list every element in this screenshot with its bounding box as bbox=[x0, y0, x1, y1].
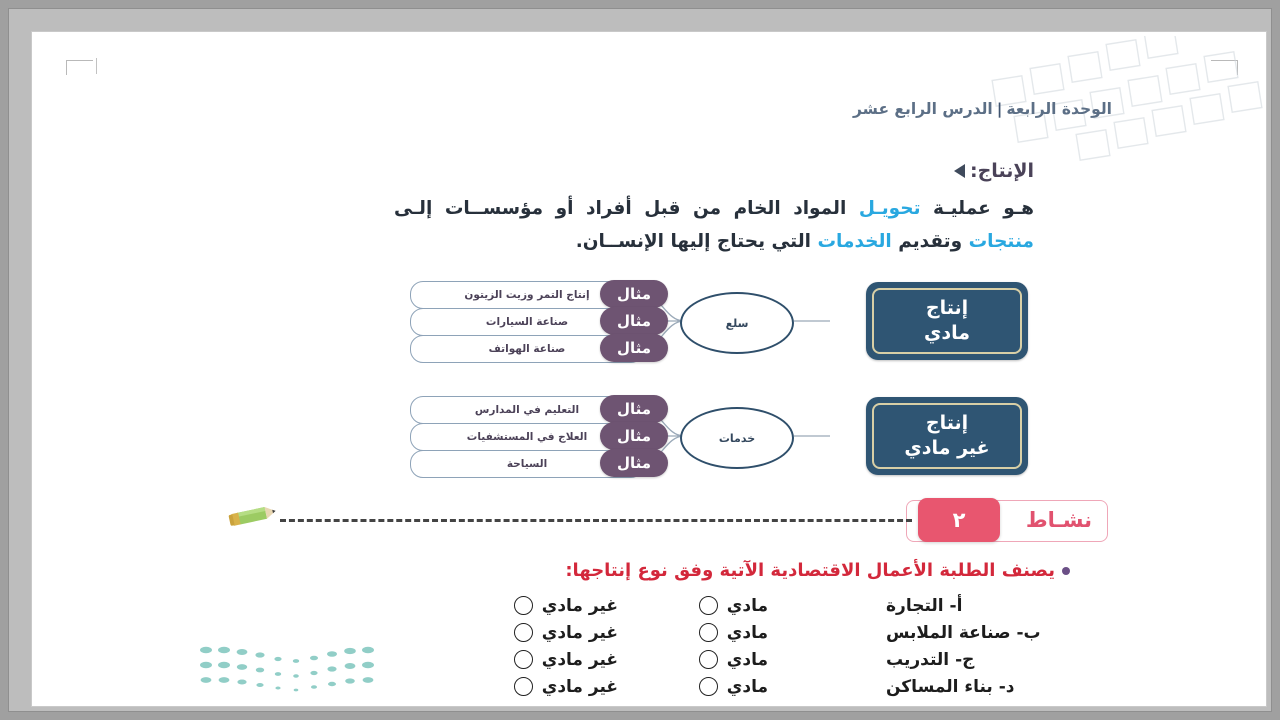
example-badge bbox=[600, 307, 668, 335]
option-immaterial-label: غير مادي bbox=[541, 649, 618, 670]
node-material-line2: مادي bbox=[923, 322, 971, 344]
definition-highlight-1: تحويـل bbox=[858, 198, 921, 219]
question-text: يصنف الطلبة الأعمال الاقتصادية الآتية وفق نوع إنتاجها: bbox=[565, 560, 1055, 581]
option-material[interactable] bbox=[618, 677, 768, 697]
example-badge bbox=[600, 280, 668, 308]
example-text: إنتاج التمر وزيت الزيتون bbox=[464, 289, 590, 301]
option-immaterial[interactable] bbox=[514, 623, 618, 643]
option-immaterial[interactable] bbox=[514, 650, 618, 670]
option-material[interactable] bbox=[618, 650, 768, 670]
example-badge bbox=[600, 334, 668, 362]
example-badge bbox=[600, 449, 668, 477]
section-heading-label: الإنتاج: bbox=[970, 160, 1034, 182]
answer-item-label bbox=[886, 623, 1086, 643]
question-bullet-icon bbox=[1062, 567, 1070, 575]
answer-item-label bbox=[886, 650, 1086, 670]
node-goods bbox=[680, 292, 794, 354]
activity-dashed-line bbox=[280, 519, 912, 522]
answer-table bbox=[396, 592, 1086, 700]
definition-text-1: هـو عمليـة bbox=[920, 198, 1034, 219]
example-badge-label: مثال bbox=[616, 285, 652, 303]
option-material-label: مادي bbox=[726, 622, 768, 643]
production-diagram bbox=[32, 268, 1267, 496]
radio-material[interactable] bbox=[699, 623, 718, 642]
breadcrumb-lesson: الدرس الرابع عشر bbox=[853, 100, 993, 118]
triangle-bullet-icon bbox=[954, 164, 965, 178]
answer-item-text: التجارة bbox=[886, 595, 944, 616]
definition-text-2: المواد الخام من قبل أفراد أو مؤسســات إلـى bbox=[394, 198, 859, 219]
example-badge-label: مثال bbox=[616, 454, 652, 472]
option-material-label: مادي bbox=[726, 649, 768, 670]
answer-item-text: صناعة الملابس bbox=[886, 622, 1011, 643]
option-material[interactable] bbox=[618, 596, 768, 616]
activity-label: نشـاط bbox=[1025, 508, 1092, 532]
crop-mark-top-left-icon bbox=[66, 60, 93, 75]
crop-mark-top-right-icon bbox=[1211, 60, 1238, 75]
activity-number-badge bbox=[918, 498, 1000, 542]
answer-item-text: التدريب bbox=[886, 649, 950, 670]
radio-material[interactable] bbox=[699, 677, 718, 696]
option-immaterial[interactable] bbox=[514, 677, 618, 697]
option-material-label: مادي bbox=[726, 595, 768, 616]
answer-item-marker: ج- bbox=[955, 649, 975, 670]
node-services bbox=[680, 407, 794, 469]
option-immaterial[interactable] bbox=[514, 596, 618, 616]
example-text: صناعة السيارات bbox=[485, 316, 569, 328]
question-line bbox=[565, 560, 1070, 581]
document-frame bbox=[8, 8, 1272, 712]
document-page bbox=[31, 31, 1267, 707]
node-goods-label: سلع bbox=[725, 316, 749, 330]
node-immaterial-production bbox=[866, 397, 1028, 475]
radio-immaterial[interactable] bbox=[514, 650, 533, 669]
answer-item-label bbox=[886, 677, 1086, 697]
node-immaterial-line1: إنتاج bbox=[925, 412, 969, 434]
radio-immaterial[interactable] bbox=[514, 677, 533, 696]
definition-paragraph bbox=[394, 192, 1034, 258]
definition-highlight-3: الخدمات bbox=[817, 231, 892, 252]
crop-mark-tick-icon bbox=[96, 58, 97, 74]
node-services-label: خدمات bbox=[718, 431, 756, 445]
radio-immaterial[interactable] bbox=[514, 623, 533, 642]
option-material[interactable] bbox=[618, 623, 768, 643]
example-text: السياحة bbox=[506, 458, 548, 470]
table-row bbox=[396, 592, 1086, 619]
example-text: العلاج في المستشفيات bbox=[466, 431, 588, 443]
pencil-icon bbox=[228, 498, 284, 532]
radio-material[interactable] bbox=[699, 650, 718, 669]
example-text: التعليم في المدارس bbox=[474, 404, 580, 416]
node-material-line1: إنتاج bbox=[925, 297, 969, 319]
table-row bbox=[396, 619, 1086, 646]
breadcrumb-separator: | bbox=[996, 100, 1003, 118]
decorative-dots-pattern bbox=[192, 640, 392, 700]
option-immaterial-label: غير مادي bbox=[541, 676, 618, 697]
example-badge-label: مثال bbox=[616, 339, 652, 357]
example-badge bbox=[600, 395, 668, 423]
breadcrumb-unit: الوحدة الرابعة bbox=[1006, 100, 1112, 118]
breadcrumb bbox=[853, 100, 1112, 118]
option-material-label: مادي bbox=[726, 676, 768, 697]
radio-material[interactable] bbox=[699, 596, 718, 615]
table-row bbox=[396, 673, 1086, 700]
definition-highlight-2: منتجات bbox=[968, 231, 1034, 252]
table-row bbox=[396, 646, 1086, 673]
answer-item-label bbox=[886, 596, 1086, 616]
answer-item-marker: أ- bbox=[949, 595, 963, 616]
radio-immaterial[interactable] bbox=[514, 596, 533, 615]
activity-number: ٢ bbox=[952, 508, 966, 532]
example-badge-label: مثال bbox=[616, 312, 652, 330]
option-immaterial-label: غير مادي bbox=[541, 595, 618, 616]
answer-item-text: بناء المساكن bbox=[886, 676, 993, 697]
example-badge-label: مثال bbox=[616, 427, 652, 445]
answer-item-marker: د- bbox=[998, 676, 1015, 697]
example-badge-label: مثال bbox=[616, 400, 652, 418]
example-text: صناعة الهواتف bbox=[488, 343, 566, 355]
node-material-production bbox=[866, 282, 1028, 360]
section-heading bbox=[952, 160, 1034, 182]
definition-text-4: التي يحتاج إليها الإنســان. bbox=[575, 231, 818, 252]
answer-item-marker: ب- bbox=[1016, 622, 1041, 643]
activity-banner bbox=[32, 498, 1267, 546]
definition-text-3: وتقديم bbox=[891, 231, 969, 252]
example-badge bbox=[600, 422, 668, 450]
option-immaterial-label: غير مادي bbox=[541, 622, 618, 643]
node-immaterial-line2: غير مادي bbox=[904, 437, 990, 459]
